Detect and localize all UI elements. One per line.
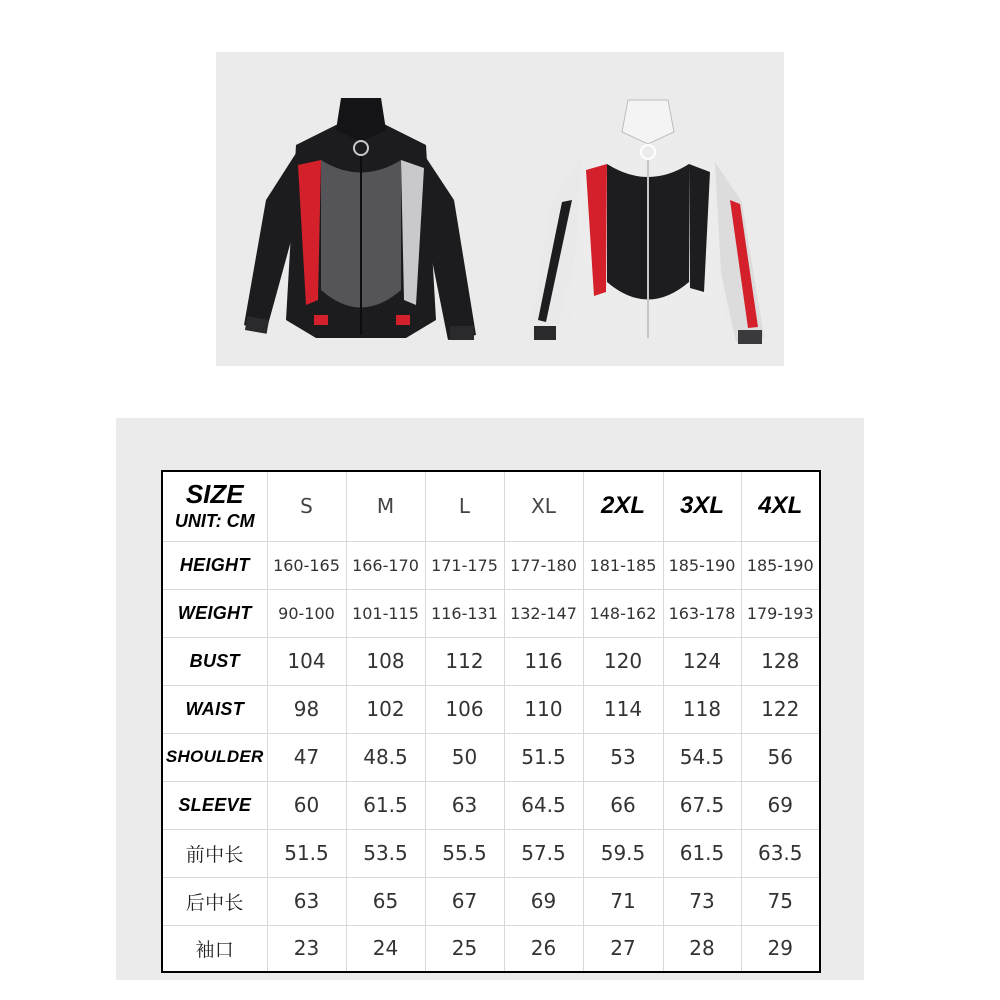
table-cell: 61.5 <box>663 829 741 877</box>
table-cell: 179-193 <box>741 589 820 637</box>
table-cell: 118 <box>663 685 741 733</box>
table-cell: 29 <box>741 925 820 972</box>
table-cell: 63.5 <box>741 829 820 877</box>
size-title: SIZE <box>185 479 244 510</box>
size-s: S <box>267 471 346 541</box>
cuff-row <box>162 925 820 972</box>
table-cell: 66 <box>583 781 663 829</box>
table-cell: 63 <box>267 877 346 925</box>
table-cell: 64.5 <box>504 781 583 829</box>
size-4xl: 4XL <box>741 471 820 541</box>
table-cell: 181-185 <box>583 541 663 589</box>
table-cell: 124 <box>663 637 741 685</box>
table-cell: 163-178 <box>663 589 741 637</box>
front-length-row <box>162 829 820 877</box>
table-cell: 59.5 <box>583 829 663 877</box>
table-cell: 122 <box>741 685 820 733</box>
size-l: L <box>425 471 504 541</box>
table-cell: 128 <box>741 637 820 685</box>
row-label: 前中长 <box>162 829 267 877</box>
table-cell: 177-180 <box>504 541 583 589</box>
table-cell: 55.5 <box>425 829 504 877</box>
row-label: 后中长 <box>162 877 267 925</box>
table-cell: 166-170 <box>346 541 425 589</box>
table-cell: 25 <box>425 925 504 972</box>
table-cell: 50 <box>425 733 504 781</box>
table-cell: 48.5 <box>346 733 425 781</box>
row-label: SHOULDER <box>162 733 267 781</box>
size-2xl: 2XL <box>583 471 663 541</box>
weight-row <box>162 589 820 637</box>
waist-row <box>162 685 820 733</box>
table-cell: 24 <box>346 925 425 972</box>
unit-label: UNIT: CM <box>174 511 255 532</box>
back-length-row <box>162 877 820 925</box>
table-cell: 90-100 <box>267 589 346 637</box>
table-cell: 98 <box>267 685 346 733</box>
height-row <box>162 541 820 589</box>
table-cell: 51.5 <box>267 829 346 877</box>
product-photo-panel <box>216 52 784 366</box>
table-cell: 148-162 <box>583 589 663 637</box>
table-cell: 28 <box>663 925 741 972</box>
table-cell: 69 <box>741 781 820 829</box>
table-cell: 73 <box>663 877 741 925</box>
table-cell: 120 <box>583 637 663 685</box>
table-cell: 75 <box>741 877 820 925</box>
table-cell: 53 <box>583 733 663 781</box>
table-cell: 110 <box>504 685 583 733</box>
table-cell: 63 <box>425 781 504 829</box>
size-header-cell <box>162 471 267 541</box>
table-cell: 57.5 <box>504 829 583 877</box>
table-cell: 185-190 <box>663 541 741 589</box>
bust-row <box>162 637 820 685</box>
table-cell: 160-165 <box>267 541 346 589</box>
size-chart-table <box>161 470 821 973</box>
table-cell: 67.5 <box>663 781 741 829</box>
table-cell: 102 <box>346 685 425 733</box>
table-cell: 65 <box>346 877 425 925</box>
table-cell: 26 <box>504 925 583 972</box>
table-cell: 69 <box>504 877 583 925</box>
table-cell: 116-131 <box>425 589 504 637</box>
table-cell: 132-147 <box>504 589 583 637</box>
sleeve-row <box>162 781 820 829</box>
table-cell: 51.5 <box>504 733 583 781</box>
table-cell: 27 <box>583 925 663 972</box>
size-m: M <box>346 471 425 541</box>
row-label: HEIGHT <box>162 541 267 589</box>
shoulder-row <box>162 733 820 781</box>
size-xl: XL <box>504 471 583 541</box>
table-cell: 185-190 <box>741 541 820 589</box>
row-label: BUST <box>162 637 267 685</box>
table-cell: 54.5 <box>663 733 741 781</box>
table-cell: 23 <box>267 925 346 972</box>
table-cell: 114 <box>583 685 663 733</box>
table-cell: 71 <box>583 877 663 925</box>
table-cell: 106 <box>425 685 504 733</box>
black-jacket-image <box>236 90 486 352</box>
row-label: 袖口 <box>162 925 267 972</box>
table-cell: 53.5 <box>346 829 425 877</box>
table-cell: 112 <box>425 637 504 685</box>
table-cell: 104 <box>267 637 346 685</box>
size-3xl: 3XL <box>663 471 741 541</box>
table-cell: 101-115 <box>346 589 425 637</box>
table-cell: 171-175 <box>425 541 504 589</box>
table-cell: 60 <box>267 781 346 829</box>
size-header-row <box>162 471 820 541</box>
white-jacket-image <box>522 92 774 354</box>
table-cell: 47 <box>267 733 346 781</box>
table-cell: 56 <box>741 733 820 781</box>
row-label: WEIGHT <box>162 589 267 637</box>
table-cell: 116 <box>504 637 583 685</box>
table-cell: 108 <box>346 637 425 685</box>
table-cell: 67 <box>425 877 504 925</box>
row-label: SLEEVE <box>162 781 267 829</box>
row-label: WAIST <box>162 685 267 733</box>
table-cell: 61.5 <box>346 781 425 829</box>
